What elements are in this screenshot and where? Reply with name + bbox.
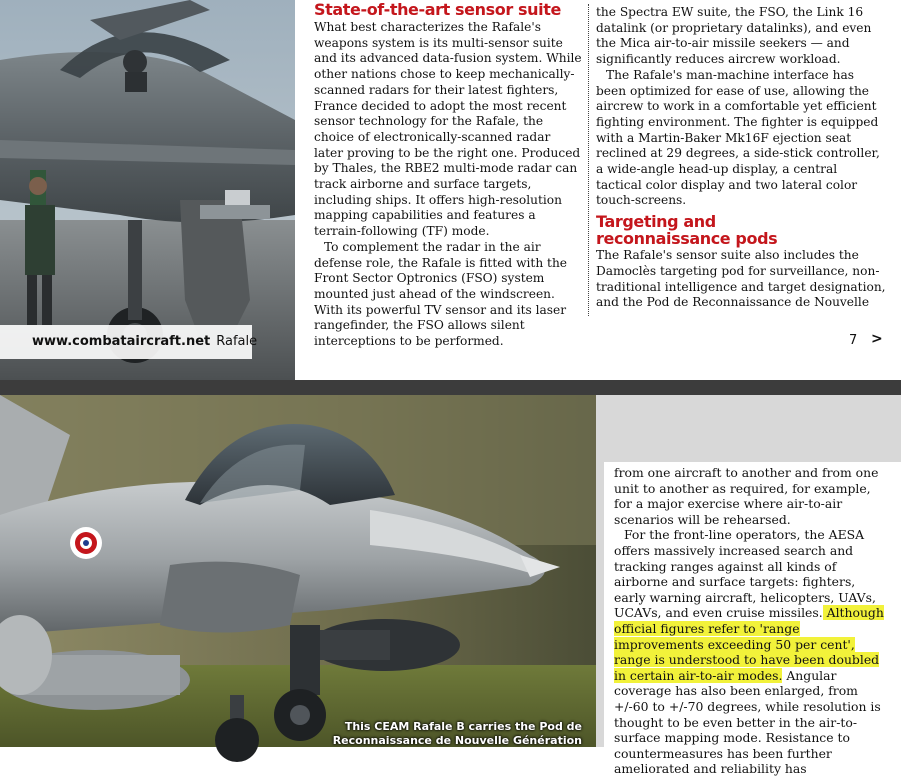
photo-caption [330, 720, 582, 748]
aesa-text-end: Angular coverage has also been enlarged, from +/-60 to +/-70 degrees, while resolution is thought to be even better in the air-to-surface mapping mode. Resistance to countermeasures has been further ameliorated and reliability has [614, 667, 881, 777]
rafale-b-illustration [0, 395, 596, 747]
paragraph-aircraft-transfer: from one aircraft to another and from one unit to another as required, for example, for a major exercise where air-to-air scenarios will be rehearsed. [614, 465, 879, 527]
magazine-page-bottom [0, 395, 901, 777]
rafale-b-photo [0, 395, 596, 747]
paragraph-aesa [614, 527, 884, 777]
highlighted-range-text[interactable]: Although official figures refer to 'range improvements exceeding 50 per cent', range is understood to have been doubled in certain air-to-air modes. [614, 605, 884, 683]
text-column-1 [314, 0, 582, 350]
paragraph-mmi: The Rafale's man-machine interface has been optimized for ease of use, allowing the aircrew to work in a comfortable yet efficient fighting environment. The fighter is equipped with a Martin-Baker Mk16F ejection seat reclined at 29 degrees, a side-stick controller, a wide-angle head-up display, a central tactical color display and two lateral color touch-screens. [596, 67, 880, 208]
column-divider [588, 4, 589, 316]
text-column-2 [596, 5, 886, 311]
footer-url[interactable]: www.combataircraft.net [32, 334, 211, 349]
text-column-3 [614, 465, 884, 777]
heading-line-1: Targeting and [596, 212, 716, 232]
heading-sensor-suite: State-of-the-art sensor suite [314, 0, 561, 19]
magazine-page-top [0, 0, 901, 380]
heading-line-2: reconnaissance pods [596, 229, 778, 249]
cockpit-ground-crew-photo [0, 0, 295, 380]
paragraph-spectra: the Spectra EW suite, the FSO, the Link 16 datalink (or proprietary datalinks), and even the Mica air-to-air missile seekers — and significantly reduces aircrew workload. [596, 5, 872, 67]
caption-line-2: Reconnaissance de Nouvelle Génération [332, 734, 582, 747]
rafale-cockpit-illustration [0, 0, 295, 380]
paragraph-sensor-suite: What best characterizes the Rafale's weapons system is its multi-sensor suite and its advanced data-fusion system. While other nations chose to keep mechanically-scanned radars for their latest fighters, France decided to adopt the most recent sensor technology for the Rafale, the choice of electronically-scanned radar later proving to be the right one. Produced by Thales, the RBE2 multi-mode radar can track airborne and surface targets, including ships. It offers high-resolution mapping capabilities and features a terrain-following (TF) mode. [314, 20, 582, 239]
caption-line-1: This CEAM Rafale B carries the Pod de [344, 720, 582, 733]
aesa-text-start: For the front-line operators, the AESA offers massively increased search and tracking ranges against all kinds of airborne and surface targets: fighters, early warning aircraft, helicopters, UAVs, UCAVs, and even cruise missiles. [614, 527, 876, 621]
page-footer [0, 325, 258, 359]
paragraph-fso: To complement the radar in the air defense role, the Rafale is fitted with the Front Sector Optronics (FSO) system mounted just ahead of the windscreen. With its powerful TV sensor and its laser rangefinder, the FSO allows silent interceptions to be performed. [314, 239, 568, 349]
paragraph-pods: The Rafale's sensor suite also includes the Damoclès targeting pod for surveillance, non-traditional intelligence and target designation, and the Pod de Reconnaissance de Nouvelle [596, 248, 886, 310]
page-number: 7 [849, 333, 858, 348]
next-page-arrow[interactable]: > [871, 331, 883, 347]
page-gap [0, 380, 901, 395]
heading-targeting-pods [596, 213, 886, 247]
footer-section: Rafale [216, 334, 258, 349]
